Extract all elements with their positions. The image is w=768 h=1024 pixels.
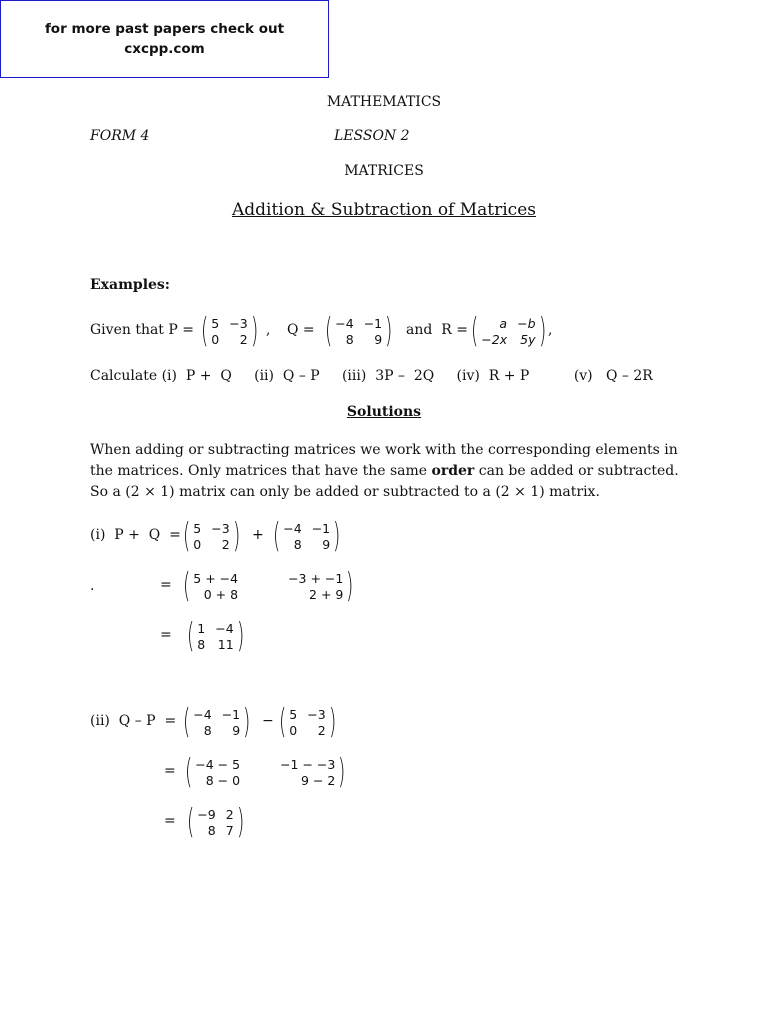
matrix-cell: −1 − −3 xyxy=(280,756,336,772)
part-i-working-matrix: ( 5 + −4 −3 + −1 0 + 8 2 + 9 ) xyxy=(182,566,354,606)
matrix-cell: −2x xyxy=(481,331,508,347)
matrix-cell: 5 xyxy=(211,315,220,331)
comma: , xyxy=(266,322,271,338)
equals-sign: = xyxy=(160,577,172,593)
matrix-cell: −3 xyxy=(307,706,326,722)
matrix-cell: 8 xyxy=(197,636,206,652)
matrix-cell: −4 xyxy=(283,520,302,536)
matrix-cell: 8 − 0 xyxy=(205,772,241,788)
part-ii-matrix-q: ( −4 −1 8 9 ) xyxy=(182,702,251,742)
plus-operator: + xyxy=(252,527,264,543)
matrix-cell: 11 xyxy=(217,636,234,652)
matrix-cell: a xyxy=(499,315,508,331)
part-ii-matrix-p: ( 5 −3 0 2 ) xyxy=(278,702,336,742)
promo-banner xyxy=(0,0,329,78)
matrix-cell: 1 xyxy=(197,620,206,636)
matrix-p: ( 5 −3 0 2 ) xyxy=(200,311,258,351)
matrix-cell: 8 xyxy=(207,822,216,838)
matrix-cell: −1 xyxy=(363,315,383,331)
examples-heading: Examples: xyxy=(90,277,170,293)
matrix-cell: 9 xyxy=(374,331,383,347)
matrix-cell: 5 + −4 xyxy=(193,570,239,586)
matrix-cell: −4 xyxy=(193,706,212,722)
equals-sign: = xyxy=(164,763,176,779)
banner-line-1: for more past papers check out xyxy=(44,21,285,37)
matrix-cell: −4 xyxy=(215,620,234,636)
matrix-cell: 7 xyxy=(225,822,234,838)
lesson-label: LESSON 2 xyxy=(334,128,410,144)
given-prefix: Given that P = xyxy=(90,322,194,338)
matrix-cell: 9 xyxy=(322,536,331,552)
matrix-cell: 2 xyxy=(317,722,326,738)
part-ii-label: (ii) Q – P = xyxy=(90,713,177,729)
equals-sign: = xyxy=(164,813,176,829)
matrix-q: ( −4 −1 8 9 ) xyxy=(324,311,393,351)
matrix-cell: 5 xyxy=(289,706,298,722)
matrix-cell: −3 xyxy=(211,520,230,536)
paragraph-bold-word: order xyxy=(431,463,475,479)
matrix-cell: 5 xyxy=(193,520,202,536)
topic-heading: MATRICES xyxy=(344,163,424,179)
comma: , xyxy=(548,322,553,338)
part-i-label: (i) P + Q = xyxy=(90,527,181,543)
part-ii-result-matrix: ( −9 2 8 7 ) xyxy=(186,802,244,842)
calculate-line: Calculate (i) P + Q (ii) Q – P (iii) 3P – 2Q (iv) R + P (v) Q – 2R xyxy=(90,368,653,384)
matrix-cell: 0 xyxy=(289,722,298,738)
matrix-cell: 2 + 9 xyxy=(309,586,344,602)
matrix-cell: 2 xyxy=(239,331,248,347)
and-r-label: and R = xyxy=(406,322,468,338)
matrix-cell: −4 xyxy=(335,315,354,331)
paragraph-text: can be added or subtracted. So a (2 × 1) matrix can only be added or subtracted to a (2 × 1) matrix. xyxy=(90,463,679,500)
matrix-cell: 8 xyxy=(345,331,354,347)
matrix-cell: 8 xyxy=(293,536,302,552)
stray-dot: . xyxy=(90,578,95,594)
matrix-cell: 9 − 2 xyxy=(301,772,336,788)
matrix-cell: 0 xyxy=(193,536,202,552)
banner-line-2: cxcpp.com xyxy=(124,41,205,57)
part-i-matrix-p: ( 5 −3 0 2 ) xyxy=(182,516,240,556)
part-ii-working-matrix: ( −4 − 5 −1 − −3 8 − 0 9 − 2 ) xyxy=(184,752,346,792)
matrix-cell: −4 − 5 xyxy=(195,756,241,772)
matrix-cell: 2 xyxy=(221,536,230,552)
matrix-cell: −3 + −1 xyxy=(288,570,344,586)
minus-operator: − xyxy=(262,713,274,729)
matrix-cell: 9 xyxy=(232,722,241,738)
matrix-cell: 2 xyxy=(225,806,234,822)
subject-heading: MATHEMATICS xyxy=(326,94,442,110)
matrix-r: ( a −b −2x 5y ) xyxy=(470,311,546,351)
matrix-cell: −1 xyxy=(221,706,241,722)
matrix-cell: −3 xyxy=(229,315,248,331)
page-title: Addition & Subtraction of Matrices xyxy=(232,200,536,220)
matrix-cell: −1 xyxy=(311,520,331,536)
matrix-cell: −9 xyxy=(197,806,216,822)
matrix-cell: 5y xyxy=(520,331,536,347)
form-label: FORM 4 xyxy=(90,128,150,144)
solutions-heading: Solutions xyxy=(346,404,422,420)
paragraph-text: When adding or subtracting matrices we work with the corresponding elements in the matrices. Only matrices that have the same xyxy=(90,442,678,479)
solutions-paragraph xyxy=(90,440,680,503)
equals-sign: = xyxy=(160,627,172,643)
matrix-cell: −b xyxy=(517,315,536,331)
matrix-cell: 0 + 8 xyxy=(203,586,239,602)
q-label: Q = xyxy=(287,322,315,338)
part-i-result-matrix: ( 1 −4 8 11 ) xyxy=(186,616,244,656)
part-i-matrix-q: ( −4 −1 8 9 ) xyxy=(272,516,341,556)
matrix-cell: 8 xyxy=(203,722,212,738)
matrix-cell: 0 xyxy=(211,331,220,347)
